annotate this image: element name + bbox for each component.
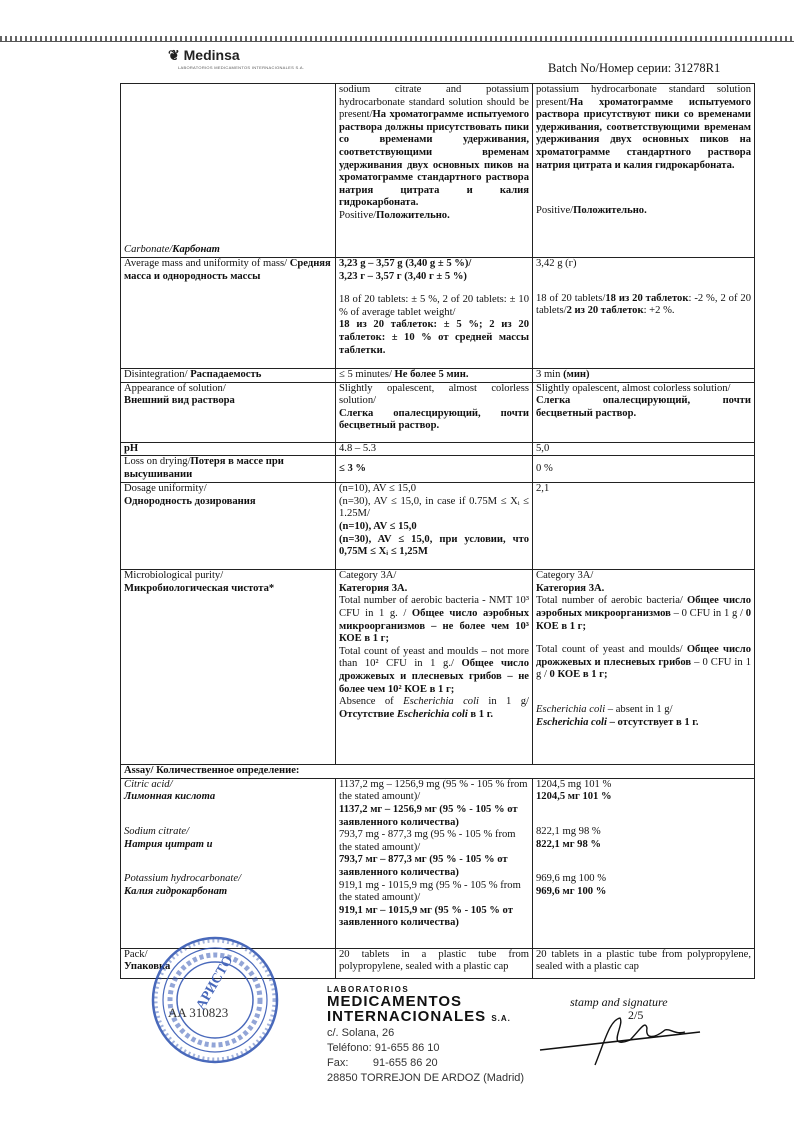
cell-paragraph: [124, 779, 332, 792]
cell-text: ≤ 5 minutes/: [339, 369, 395, 380]
cell-text: Slightly opalescent, almost colorless solution/: [339, 382, 529, 407]
cell-text: 3,42 g (г): [536, 258, 577, 269]
cell-text: pH: [124, 442, 139, 454]
cell-text: 1204,5 mg 101 %: [536, 778, 612, 790]
scan-border-line: [0, 41, 794, 42]
cell-text: (мин): [563, 369, 590, 380]
label-cell: [121, 382, 336, 442]
cell-text: Positive/: [536, 205, 574, 217]
cell-text: 3,23 g – 3,57 g (3,40 g ± 5 %)/: [339, 258, 472, 269]
cell-text: 0 КОЕ в 1 г;: [536, 607, 751, 632]
cell-text: Положительно.: [573, 205, 647, 217]
cell-text: Общее число дрожжевых и плесневых грибов: [536, 644, 751, 668]
cell-text: Слегка опалесцирующий, почти бесцветный раствор.: [536, 395, 751, 419]
spec-cell: [336, 382, 533, 442]
cell-paragraph: [536, 873, 751, 886]
cell-text: 793,7 мг – 877,3 мг (95 % - 105 % от заявленного количества): [339, 854, 508, 878]
cell-paragraph: [536, 483, 751, 496]
table-row-dosage-uniformity: [121, 483, 755, 570]
result-cell: [533, 456, 755, 483]
cell-text: (n=10), AV ≤ 15,0: [339, 483, 417, 495]
cell-paragraph: [536, 583, 751, 596]
cell-text: На хроматограмме испытуемого раствора присутствуют пики со временами удерживания, соответствующими временам удерживания двух основных пиков на хроматограмме стандартного раствора натрия цитрата и калия гидрокарбоната.: [536, 96, 751, 171]
table-row-ph: [121, 442, 755, 456]
cell-text: Citric acid/: [124, 778, 173, 790]
cell-text: Potassium hydrocarbonate/: [124, 873, 242, 885]
cell-text: 969,6 мг 100 %: [536, 885, 607, 897]
cell-text: Натрия цитрат и: [124, 838, 213, 850]
cell-paragraph: [536, 183, 751, 194]
cell-text: (n=30), AV ≤ 15,0, in case if 0.75M ≤ Xᵢ ≤ 1.25M/: [339, 495, 529, 520]
cell-text: 969,6 mg 100 %: [536, 873, 607, 885]
lab-city: 28850 TORREJON DE ARDOZ (Madrid): [327, 1072, 525, 1084]
spec-cell: [336, 778, 533, 948]
cell-text: 18 из 20 таблеток: [605, 292, 689, 304]
cell-text: Общее число аэробных микроорганизмов: [536, 595, 751, 619]
cell-text: Микробиологическая чистота*: [124, 582, 275, 594]
lab-name-line2: MEDICAMENTOS: [327, 993, 463, 1010]
cell-paragraph: [339, 880, 529, 905]
cell-paragraph: [124, 570, 332, 583]
cell-text: 793,7 mg - 877,3 mg (95 % - 105 % from the stated amount)/: [339, 829, 516, 853]
cell-text: 18 of 20 tablets/: [536, 292, 606, 304]
cell-paragraph: [536, 862, 751, 873]
logo-text: Medinsa: [183, 47, 240, 63]
cell-paragraph: [536, 886, 751, 899]
cell-paragraph: [536, 383, 751, 396]
cell-paragraph: [536, 851, 751, 862]
label-cell: [121, 442, 336, 456]
logo-leaf-icon: ❦: [168, 47, 180, 63]
table-row-assay-header: [121, 765, 755, 779]
cell-paragraph: [124, 886, 332, 899]
cell-text: 0 КОЕ в 1 г;: [549, 669, 608, 681]
cell-paragraph: [536, 717, 751, 730]
cell-text: sodium citrate and potassium hydrocarbonate standard solution should be present/: [339, 84, 529, 121]
cell-text: Absence of: [339, 696, 404, 708]
cell-text: Carbonate/: [124, 244, 173, 256]
cell-text: Слегка опалесцирующий, почти бесцветный раствор.: [339, 407, 529, 432]
cell-text: Slightly opalescent, almost colorless solution/: [536, 382, 731, 394]
lab-phone: Teléfono: 91-655 86 10: [327, 1042, 440, 1054]
cell-paragraph: [536, 644, 751, 682]
cell-paragraph: [339, 463, 529, 476]
cell-paragraph: [124, 369, 332, 382]
result-cell: [533, 570, 755, 765]
cell-paragraph: [536, 282, 751, 293]
lab-address-block: [327, 985, 524, 1086]
cell-paragraph: [124, 496, 332, 509]
cell-text: Total number of aerobic bacteria - NMT 10³ CFU in 1 g. /: [339, 595, 529, 619]
cell-text: Общее число дрожжевых и плесневых грибов – не более чем 10² КОЕ в 1 г;: [339, 658, 529, 695]
cell-paragraph: [339, 84, 529, 210]
cell-text: Потеря в массе при высушивании: [124, 456, 284, 480]
cell-text: Распадаемость: [190, 369, 262, 380]
cell-text: Assay/ Количественное определение:: [124, 765, 300, 777]
cell-text: Disintegration/: [124, 369, 191, 380]
cell-paragraph: [536, 791, 751, 804]
cell-text: 20 tablets in a plastic tube from polypropylene, sealed with a plastic cap: [339, 948, 529, 973]
cell-paragraph: [536, 84, 751, 172]
spec-cell: [336, 948, 533, 978]
result-cell: [533, 84, 755, 258]
result-cell: [533, 948, 755, 978]
cell-paragraph: [536, 682, 751, 693]
cell-paragraph: [124, 873, 332, 886]
spec-cell: [336, 456, 533, 483]
cell-text: Внешний вид раствора: [124, 395, 235, 407]
cell-text: 18 из 20 таблеток: ± 5 %; 2 из 20 таблеток: ± 10 % от средней массы таблетки.: [339, 319, 529, 356]
cell-paragraph: [339, 829, 529, 854]
cell-text: Отсутствие: [339, 708, 397, 720]
cell-paragraph: [124, 815, 332, 826]
result-cell: [533, 483, 755, 570]
logo-subtext: LABORATORIOS MEDICAMENTOS INTERNACIONALES S.A.: [178, 65, 305, 70]
table-row-average-mass: [121, 258, 755, 369]
cell-text: 1204,5 мг 101 %: [536, 791, 612, 803]
cell-paragraph: [124, 851, 332, 862]
lab-suffix: S.A.: [491, 1014, 511, 1023]
label-cell: [121, 778, 336, 948]
cell-text: 919,1 мг – 1015,9 мг (95 % - 105 % от заявленного количества): [339, 904, 513, 929]
cell-paragraph: [339, 271, 529, 284]
batch-value: 31278R1: [674, 61, 721, 75]
cell-text: Sodium citrate/: [124, 825, 190, 837]
cell-text: Однородность дозирования: [124, 495, 256, 507]
cell-paragraph: [536, 693, 751, 704]
cell-text: Карбонат: [172, 244, 220, 256]
cell-paragraph: [124, 839, 332, 852]
spec-cell: [336, 442, 533, 456]
cell-paragraph: [339, 595, 529, 645]
cell-text: 2,1: [536, 483, 550, 495]
cell-paragraph: [124, 583, 332, 596]
cell-text: Pack/: [124, 948, 148, 960]
cell-text: 18 of 20 tablets: ± 5 %, 2 of 20 tablets: ± 10 % of average tablet weight/: [339, 294, 529, 318]
cell-text: 1137,2 мг – 1256,9 мг (95 % - 105 % от заявленного количества): [339, 803, 518, 828]
cell-text: Калия гидрокарбонат: [124, 885, 228, 897]
result-cell: [533, 778, 755, 948]
cell-text: Положительно.: [376, 209, 450, 221]
spec-cell: [336, 84, 533, 258]
cell-text: Escherichia coli: [396, 708, 468, 720]
cell-paragraph: [339, 779, 529, 804]
cell-paragraph: [536, 779, 751, 792]
cell-paragraph: [124, 483, 332, 496]
cell-paragraph: [536, 826, 751, 839]
label-cell: [121, 258, 336, 369]
cell-paragraph: [124, 804, 332, 815]
cell-text: : +2 %.: [643, 305, 675, 317]
batch-number: [548, 61, 720, 76]
cell-paragraph: [536, 704, 751, 717]
cell-text: ≤ 3 %: [339, 462, 367, 474]
cell-paragraph: [339, 854, 529, 879]
result-cell: [533, 382, 755, 442]
medinsa-logo: [168, 47, 304, 70]
cell-paragraph: [339, 369, 529, 382]
label-cell: [121, 456, 336, 483]
cell-text: 1137,2 mg – 1256,9 mg (95 % - 105 % from the stated amount)/: [339, 778, 528, 803]
signature-label: stamp and signature: [570, 995, 668, 1009]
cell-paragraph: [124, 258, 332, 283]
result-cell: [533, 442, 755, 456]
cell-paragraph: [339, 570, 529, 583]
cell-text: Total number of aerobic bacteria/: [536, 595, 687, 607]
cell-paragraph: [339, 258, 529, 271]
cell-paragraph: [339, 646, 529, 696]
cell-text: Escherichia coli: [536, 703, 606, 715]
specification-table: [120, 83, 755, 979]
svg-text:АРИСТО: АРИСТО: [193, 953, 237, 1013]
table-row-carbonate: [121, 84, 755, 258]
cell-paragraph: [339, 294, 529, 319]
cell-paragraph: [536, 633, 751, 644]
cell-text: Лимонная кислота: [124, 791, 216, 803]
company-stamp: [150, 935, 280, 1070]
cell-paragraph: [124, 765, 751, 778]
cell-paragraph: [124, 862, 332, 873]
stamp-number: AA 310823: [168, 1005, 229, 1020]
cell-text: 919,1 mg - 1015,9 mg (95 % - 105 % from the stated amount)/: [339, 879, 521, 904]
cell-text: Категория 3А.: [339, 582, 408, 594]
cell-text: : -2 %, 2 of 20 tablets/: [536, 292, 751, 317]
cell-paragraph: [339, 383, 529, 408]
cell-text: 822,1 мг 98 %: [536, 838, 601, 850]
cell-text: in 1 g/: [479, 696, 529, 708]
cell-paragraph: [536, 804, 751, 815]
cell-paragraph: [536, 395, 751, 420]
cell-paragraph: [536, 293, 751, 318]
table-row-appearance: [121, 382, 755, 442]
cell-text: Microbiological purity/: [124, 570, 224, 582]
cell-text: (n=10), AV ≤ 15,0: [339, 520, 417, 532]
cell-text: Средняя масса и однородность массы: [124, 258, 331, 282]
cell-paragraph: [536, 369, 751, 382]
label-cell: [121, 84, 336, 258]
cell-paragraph: [339, 319, 529, 357]
cell-paragraph: [339, 483, 529, 496]
cell-text: 4.8 – 5.3: [339, 442, 377, 454]
table-row-loss-on-drying: [121, 456, 755, 483]
cell-text: 822,1 mg 98 %: [536, 825, 601, 837]
cell-text: – 0 CFU in 1 g /: [670, 607, 746, 619]
cell-paragraph: [536, 595, 751, 633]
lab-fax: Fax: 91-655 86 20: [327, 1057, 438, 1069]
cell-paragraph: [339, 521, 529, 534]
cell-text: Dosage uniformity/: [124, 483, 207, 495]
cell-text: 3,23 г – 3,57 г (3,40 г ± 5 %): [339, 270, 467, 282]
spec-cell: [336, 483, 533, 570]
lab-name-line1: LABORATORIOS: [327, 985, 410, 994]
cell-text: (n=30), AV ≤ 15,0, при условии, что 0,75M ≤ Xᵢ ≤ 1,25M: [339, 533, 529, 558]
signature: [535, 1010, 705, 1075]
cell-paragraph: [536, 194, 751, 205]
lab-address: c/. Solana, 26: [327, 1027, 395, 1039]
cell-text: Не более 5 мин.: [394, 369, 469, 380]
cell-paragraph: [339, 408, 529, 433]
cell-paragraph: [339, 283, 529, 294]
cell-text: 5,0: [536, 442, 550, 454]
table-row-disintegration: [121, 369, 755, 383]
cell-paragraph: [339, 804, 529, 829]
cell-paragraph: [339, 583, 529, 596]
cell-text: Escherichia coli: [403, 696, 479, 708]
cell-text: 3 min: [536, 369, 564, 380]
cell-text: Loss on drying/: [124, 456, 191, 468]
label-cell: [121, 570, 336, 765]
cell-text: в 1 г.: [467, 708, 494, 720]
cell-text: potassium hydrocarbonate standard solution present/: [536, 84, 751, 108]
cell-text: Категория 3А.: [536, 582, 605, 594]
result-cell: [533, 369, 755, 383]
cell-paragraph: [124, 826, 332, 839]
cell-text: – отсутствует в 1 г.: [606, 716, 699, 728]
cell-paragraph: [339, 949, 529, 974]
cell-text: На хроматограмме испытуемого раствора должны присутствовать пики со временами удерживания, соответствующими временам удерживания двух основных пиков на хроматограмме стандартного раствора натрия цитрата и калия гидрокарбоната.: [339, 109, 529, 209]
cell-text: – 0 CFU in 1 g /: [536, 656, 751, 681]
spec-cell: [336, 369, 533, 383]
cell-paragraph: [536, 443, 751, 456]
cell-paragraph: [124, 791, 332, 804]
cell-paragraph: [536, 258, 751, 271]
cell-text: Appearance of solution/: [124, 382, 226, 394]
cell-paragraph: [339, 210, 529, 223]
cell-text: – absent in 1 g/: [605, 703, 673, 715]
cell-text: Total count of yeast and moulds – not more than 10² CFU in 1 g./: [339, 645, 529, 670]
cell-text: Category 3A/: [536, 570, 594, 582]
table-row-microbiological-purity: [121, 570, 755, 765]
cell-paragraph: [339, 534, 529, 559]
cell-paragraph: [124, 456, 332, 481]
batch-label: Batch No/Номер серии:: [548, 61, 675, 75]
cell-text: Упаковка: [124, 961, 171, 973]
cell-paragraph: [124, 383, 332, 396]
cell-paragraph: [536, 463, 751, 476]
page-number: 2/5: [628, 1008, 644, 1022]
result-cell: [533, 258, 755, 369]
cell-paragraph: [124, 244, 332, 257]
cell-paragraph: [339, 905, 529, 930]
spec-cell: [336, 258, 533, 369]
cell-paragraph: [124, 395, 332, 408]
section-header: [121, 765, 755, 779]
cell-paragraph: [124, 443, 332, 456]
cell-text: 20 tablets in a plastic tube from polypropylene, sealed with a plastic cap: [536, 948, 751, 973]
cell-text: Total count of yeast and moulds/: [536, 644, 687, 656]
lab-name-line3: INTERNACIONALES: [327, 1008, 487, 1025]
cell-text: Escherichia coli: [536, 716, 607, 728]
cell-paragraph: [536, 205, 751, 218]
cell-text: 0 %: [536, 462, 553, 474]
cell-paragraph: [536, 839, 751, 852]
cell-text: Average mass and uniformity of mass/: [124, 258, 290, 269]
cell-paragraph: [536, 172, 751, 183]
cell-text: Category 3A/: [339, 570, 397, 582]
table-row-assay: [121, 778, 755, 948]
cell-paragraph: [339, 496, 529, 521]
label-cell: [121, 369, 336, 383]
label-cell: [121, 483, 336, 570]
cell-text: Positive/: [339, 209, 377, 221]
cell-paragraph: [339, 696, 529, 721]
spec-cell: [336, 570, 533, 765]
cell-paragraph: [536, 570, 751, 583]
cell-paragraph: [339, 443, 529, 456]
cell-paragraph: [536, 271, 751, 282]
cell-paragraph: [536, 949, 751, 974]
cell-text: Общее число аэробных микроорганизмов – не более чем 10³ КОЕ в 1 г;: [339, 607, 530, 645]
cell-paragraph: [536, 815, 751, 826]
cell-text: 2 из 20 таблеток: [566, 305, 644, 317]
